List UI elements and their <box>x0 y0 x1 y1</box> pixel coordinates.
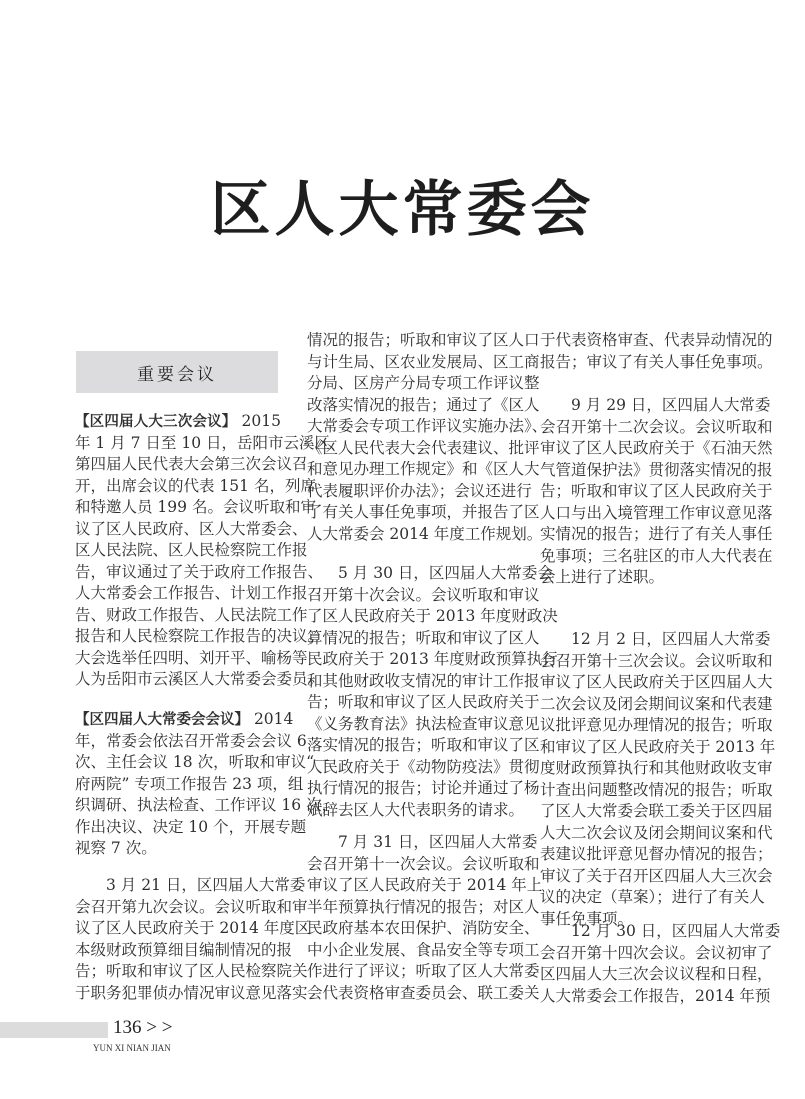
text-line: 于代表资格审查、代表异动情况的 <box>540 331 773 349</box>
text-line: 人大常委会 2014 年度工作规划。 <box>307 524 543 543</box>
paragraph <box>540 921 781 1007</box>
text-line: 了区人大常委会联工委关于区四届 <box>540 802 773 820</box>
text-line: 7 月 31 日，区四届人大常委 <box>338 833 538 851</box>
text-line: 会上进行了述职。 <box>540 568 665 586</box>
text-line: 免事项；三名驻区的市人大代表在 <box>540 546 773 565</box>
text-line: 人大常委会工作报告，2014 年预 <box>540 986 771 1005</box>
text-line: 大常委会专项工作评议实施办法》、 <box>307 417 548 435</box>
text-line: 气管道保护法》贯彻落实情况的报 <box>540 460 773 479</box>
text-line: 和审议了区人民政府关于 2013 年 <box>540 737 776 756</box>
text-line: 和特邀人员 199 名。会议听取和审 <box>75 498 316 516</box>
text-line-content: 2015 <box>241 412 281 430</box>
paragraph <box>540 395 773 589</box>
text-line: 议了区人民政府关于 2014 年度区 <box>75 919 311 937</box>
text-line: 改落实情况的报告；通过了《区人 <box>307 395 540 414</box>
text-line: 12 月 2 日，区四届人大常委 <box>571 630 771 648</box>
text-line: 会召开第十三次会议。会议听取和 <box>540 651 773 670</box>
text-line: 议批评意见办理情况的报告；听取 <box>540 716 773 734</box>
text-line: 告；听取和审议了区人民政府关于 <box>540 482 773 500</box>
text-line: 告；听取和审议了区人民政府关于 <box>307 693 540 711</box>
text-line: 与计生局、区农业发展局、区工商 <box>307 352 540 371</box>
text-line-content: 2014 <box>253 710 294 728</box>
text-line: 区四届人大三次会议议程和日程， <box>540 965 773 983</box>
text-line: 区人民法院、区人民检察院工作报 <box>75 541 308 559</box>
text-line: 5 月 30 日，区四届人大常委会 <box>338 564 553 582</box>
text-line: 二次会议及闭会期间议案和代表建 <box>540 694 773 713</box>
text-line: 作出决议、决定 10 个，开展专题 <box>75 817 307 836</box>
footer-bar <box>0 1022 108 1038</box>
paragraph <box>540 629 776 930</box>
meeting-heading: 【区四届人大三次会议】 <box>75 414 237 430</box>
text-line <box>75 709 294 731</box>
text-line: 大会选举任四明、刘开平、喻杨等 <box>75 648 308 667</box>
text-line: 开，出席会议的代表 151 名，列席 <box>75 476 316 495</box>
text-line: 次、主任会议 18 次，听取和审议“一 <box>75 753 330 771</box>
text-line: 斌辞去区人大代表职务的请求。 <box>307 800 525 819</box>
text-line: 《区人民代表大会代表建议、批评 <box>307 438 540 457</box>
text-line: 议了区人民政府、区人大常委会、 <box>75 519 308 538</box>
section-heading-box <box>76 351 278 393</box>
text-line: 视察 7 次。 <box>75 839 157 857</box>
text-line: 会召开第九次会议。会议听取和审 <box>75 897 308 916</box>
text-line: 实情况的报告；进行了有关人事任 <box>540 525 773 543</box>
text-line: 织调研、执法检查、工作评议 16 次， <box>75 796 338 814</box>
text-line: 第四届人民代表大会第三次会议召 <box>75 455 308 473</box>
text-line: 会召开第十二次会议。会议听取和 <box>540 417 773 436</box>
text-line: 审议了关于召开区四届人大三次会 <box>540 866 773 885</box>
text-line: 议的决定（草案）；进行了有关人 <box>540 888 765 906</box>
text-line: 报告和人民检察院工作报告的决议。 <box>75 627 324 645</box>
paragraph <box>307 832 543 1004</box>
text-line: 了有关人事任免事项，并报告了区 <box>307 503 540 521</box>
text-line: 人大二次会议及闭会期间议案和代 <box>540 823 773 842</box>
text-line: 12 月 30 日，区四届人大常委 <box>571 922 781 940</box>
paragraph <box>75 709 338 860</box>
text-line: 告；听取和审议了区人民检察院关 <box>75 962 308 980</box>
text-line: 落实情况的报告；听取和审议了区 <box>307 736 540 754</box>
text-line: 年 1 月 7 日至 10 日，岳阳市云溪区 <box>75 433 331 452</box>
text-line: 人民政府关于《动物防疫法》贯彻 <box>307 757 540 776</box>
text-line: 于职务犯罪侦办情况审议意见落实 <box>75 983 308 1002</box>
page-title: 区人大常委会 <box>210 175 595 245</box>
text-line: 执行情况的报告；讨论并通过了杨 <box>307 779 540 797</box>
text-line: 半年预算执行情况的报告；对区人 <box>307 897 540 916</box>
text-line: 会召开第十四次会议。会议初审了 <box>540 943 773 962</box>
paragraph <box>75 411 331 691</box>
paragraph <box>307 330 548 545</box>
section-heading: 重要会议 <box>137 364 217 385</box>
text-line: 人大常委会工作报告、计划工作报 <box>75 584 308 602</box>
text-line: 了区人民政府关于 2013 年度财政决 <box>307 607 558 625</box>
meeting-heading: 【区四届人大常委会会议】 <box>75 712 249 728</box>
text-line: 9 月 29 日，区四届人大常委 <box>571 396 771 414</box>
text-line: 审议了区人民政府关于 2014 年上 <box>307 876 543 894</box>
page-number: 136 > > <box>113 1017 173 1038</box>
text-line: 度财政预算执行和其他财政收支审 <box>540 759 773 777</box>
text-line: 算情况的报告；听取和审议了区人 <box>307 628 540 647</box>
text-line: 审议了区人民政府关于《石油天然 <box>540 439 773 457</box>
text-line: 会召开第十一次会议。会议听取和 <box>307 854 540 873</box>
text-line <box>75 411 281 433</box>
text-line: 会代表资格审查委员会、联工委关 <box>307 983 540 1002</box>
text-line: 民政府关于 2013 年度财政预算执行 <box>307 650 558 668</box>
text-line: 人为岳阳市云溪区人大常委会委员。 <box>75 670 324 688</box>
text-line: 情况的报告；听取和审议了区人口 <box>307 331 540 349</box>
text-line: 代表履职评价办法》；会议还进行 <box>307 481 532 500</box>
text-line: 作进行了评议；听取了区人大常委 <box>307 962 540 980</box>
text-line: 报告；审议了有关人事任免事项。 <box>540 352 773 371</box>
paragraph <box>540 330 773 373</box>
text-line: 表建议批评意见督办情况的报告； <box>540 845 773 863</box>
paragraph <box>75 875 311 1004</box>
text-line: 审议了区人民政府关于区四届人大 <box>540 673 773 691</box>
text-line: 中小企业发展、食品安全等专项工 <box>307 940 540 959</box>
publication-name: YUN XI NIAN JIAN <box>93 1043 171 1053</box>
text-line: 计查出问题整改情况的报告；听取 <box>540 780 773 799</box>
text-line: 告、财政工作报告、人民法院工作 <box>75 605 308 624</box>
text-line: 事任免事项。 <box>540 909 634 928</box>
text-line: 民政府基本农田保护、消防安全、 <box>307 919 540 937</box>
text-line: 《义务教育法》执法检查审议意见 <box>307 714 540 733</box>
text-line: 告，审议通过了关于政府工作报告、 <box>75 562 324 581</box>
text-line: 分局、区房产分局专项工作评议整 <box>307 374 540 392</box>
text-line: 和其他财政收支情况的审计工作报 <box>307 671 540 690</box>
text-line: 3 月 21 日，区四届人大常委 <box>106 876 306 894</box>
paragraph <box>307 563 558 821</box>
text-line: 本级财政预算细目编制情况的报 <box>75 940 293 959</box>
text-line: 和意见办理工作规定》和《区人大 <box>307 460 540 478</box>
text-line: 召开第十次会议。会议听取和审议 <box>307 585 540 604</box>
text-line: 府两院” 专项工作报告 23 项，组 <box>75 774 304 793</box>
text-line: 年，常委会依法召开常委会会议 6 <box>75 731 307 750</box>
text-line: 人口与出入境管理工作审议意见落 <box>540 503 773 522</box>
